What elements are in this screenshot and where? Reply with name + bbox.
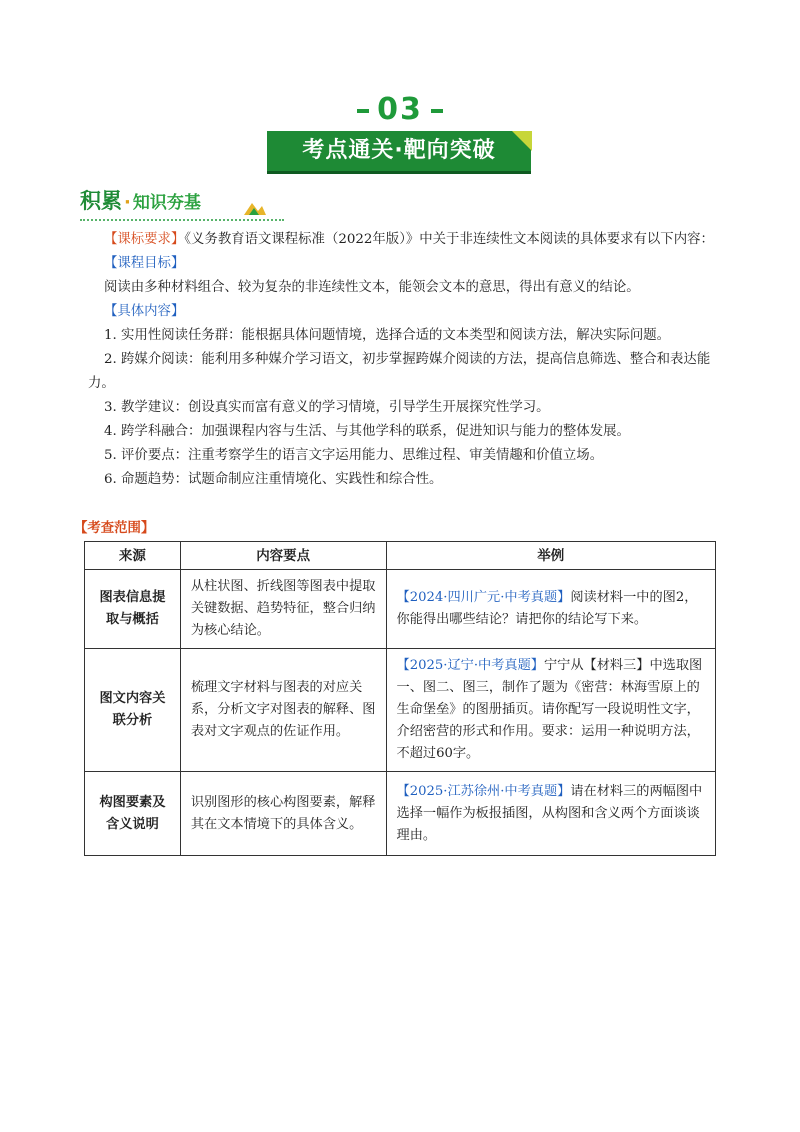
content-item: 5. 评价要点：注重考察学生的语言文字运用能力、思维过程、审美情趣和价值立场。	[104, 448, 604, 463]
goal-label-line	[88, 252, 716, 276]
content-item: 2. 跨媒介阅读：能利用多种媒介学习语文，初步掌握跨媒介阅读的方法，提高信息筛选、整合和表达能力。	[88, 352, 711, 391]
row-example	[386, 570, 715, 649]
content-item: 6. 命题趋势：试题命制应注重情境化、实践性和综合性。	[104, 472, 443, 487]
dash-right	[431, 109, 443, 113]
subheading	[80, 185, 201, 215]
subheading-sub: 知识夯基	[132, 193, 201, 213]
content-label: 【具体内容】	[104, 304, 185, 319]
content-item: 4. 跨学科融合：加强课程内容与生活、与其他学科的联系，促进知识与能力的整体发展。	[104, 424, 630, 439]
goal-label: 【课程目标】	[104, 256, 185, 271]
row-example	[386, 649, 715, 772]
example-text: 宁宁从【材料三】中选取图一、图二、图三，制作了题为《密营：林海雪原上的生命堡垒》的图册插页。请你配写一段说明性文字，介绍密营的形式和作用。要求：运用一种说明方法，不超过60字。	[396, 658, 703, 761]
row-source: 图文内容关联分析	[85, 649, 181, 772]
header-points: 内容要点	[180, 542, 386, 570]
row-points: 梳理文字材料与图表的对应关系，分析文字对图表的解释、图表对文字观点的佐证作用。	[180, 649, 386, 772]
row-points: 识别图形的核心构图要素，解释其在文本情境下的具体含义。	[180, 772, 386, 856]
row-example	[386, 772, 715, 856]
banner-corner-decoration	[512, 131, 532, 151]
table-row	[85, 649, 716, 772]
goal-text: 阅读由多种材料组合、较为复杂的非连续性文本，能领会文本的意思，得出有意义的结论。	[104, 280, 640, 295]
example-source: 【2025·江苏徐州·中考真题】	[396, 783, 571, 799]
subheading-main: 积累	[80, 189, 122, 213]
requirements-intro	[88, 228, 716, 252]
requirements-block	[88, 228, 716, 492]
row-source: 构图要素及含义说明	[85, 772, 181, 856]
example-text: 请在材料三的两幅图中选择一幅作为板报插图，从构图和含义两个方面谈谈理由。	[396, 783, 703, 843]
dash-left	[357, 109, 369, 113]
example-source: 【2025·辽宁·中考真题】	[396, 658, 544, 673]
content-item: 3. 教学建议：创设真实而富有意义的学习情境，引导学生开展探究性学习。	[104, 400, 550, 415]
scope-title: 【考查范围】	[74, 521, 155, 536]
requirements-intro-text: 《义务教育语文课程标准（2022年版）》中关于非连续性文本阅读的具体要求有以下内容：	[184, 232, 714, 247]
example-source: 【2024·四川广元·中考真题】	[396, 590, 571, 605]
table-row	[85, 570, 716, 649]
example-text: 阅读材料一中的图2，你能得出哪些结论？请把你的结论写下来。	[396, 590, 698, 627]
content-item: 1. 实用性阅读任务群：能根据具体问题情境，选择合适的文本类型和阅读方法，解决实际问题。	[104, 328, 671, 343]
section-number	[0, 92, 800, 127]
table-row	[85, 772, 716, 856]
header-source: 来源	[85, 542, 181, 570]
header-example: 举例	[386, 542, 715, 570]
requirements-label: 【课标要求】	[104, 232, 185, 247]
scope-table	[84, 541, 716, 856]
mountain-icon	[244, 199, 266, 215]
section-number-text: 03	[377, 92, 423, 127]
subheading-dot: ·	[124, 192, 131, 213]
row-source: 图表信息提取与概括	[85, 570, 181, 649]
row-points: 从柱状图、折线图等图表中提取关键数据、趋势特征，整合归纳为核心结论。	[180, 570, 386, 649]
content-label-line	[88, 300, 716, 324]
subheading-underline	[80, 219, 284, 221]
section-banner: 考点通关·靶向突破	[267, 131, 531, 174]
table-header-row	[85, 542, 716, 570]
